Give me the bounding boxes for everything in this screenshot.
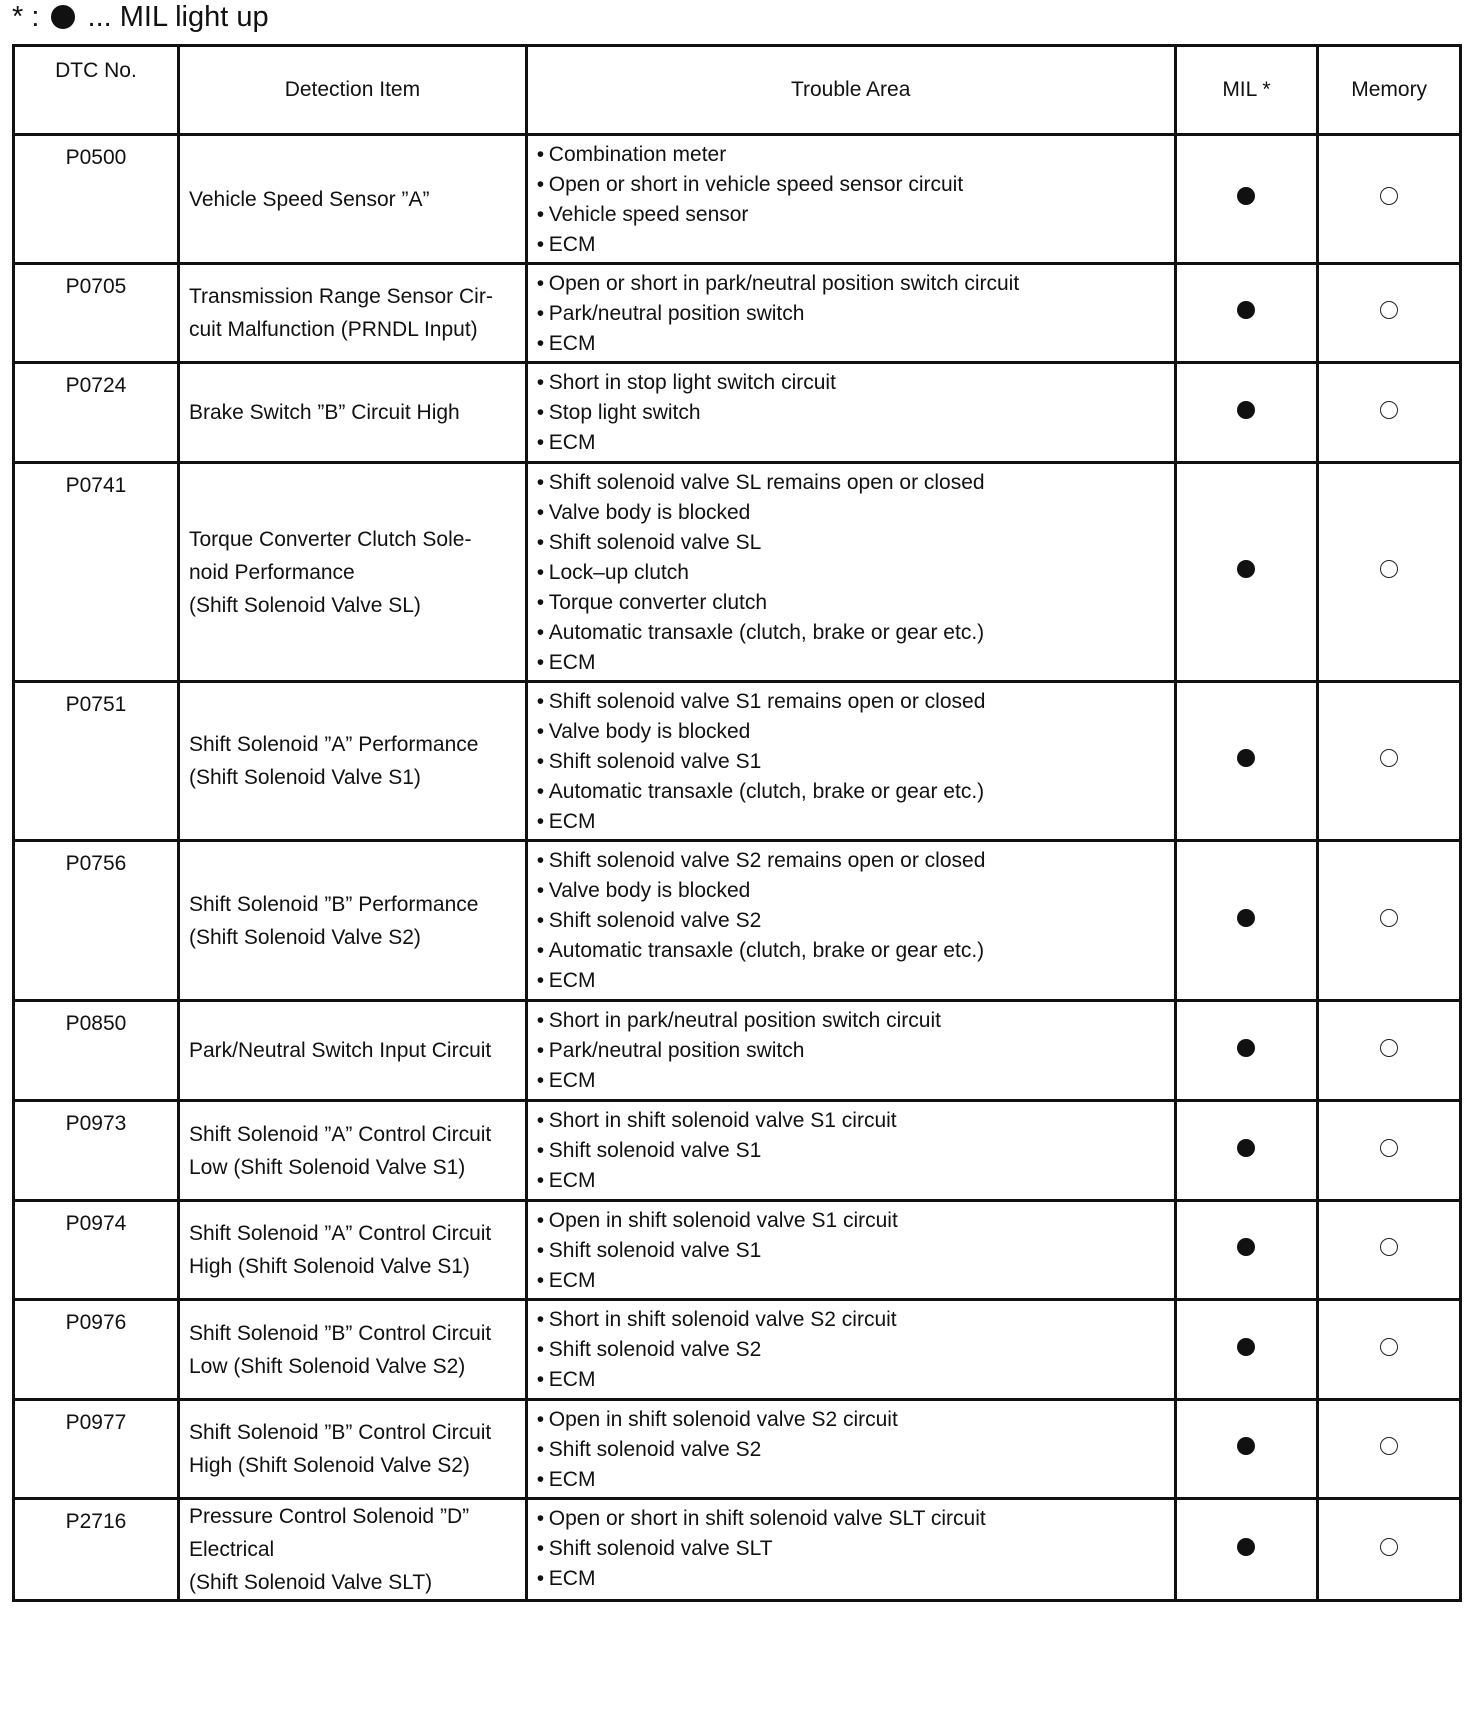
dtc-code: P0756 [14,841,179,1001]
detection-item-line: (Shift Solenoid Valve S2) [188,925,421,949]
mil-cell [1175,1001,1318,1101]
trouble-area-item: • ECM [537,428,1170,458]
trouble-area-list [537,140,1170,260]
hollow-circle-icon [1380,749,1398,767]
dtc-code: P0977 [14,1400,179,1499]
table-row [14,1300,1461,1400]
filled-circle-icon [1237,1538,1255,1556]
trouble-area-item: • Automatic transaxle (clutch, brake or gear etc.) [537,618,1170,648]
dtc-code: P0705 [14,264,179,363]
trouble-area-item: • Torque converter clutch [537,588,1170,618]
detection-item-line: Electrical [188,1538,275,1561]
trouble-area-item: • Shift solenoid valve S1 [537,1236,1170,1266]
mil-cell [1175,1400,1318,1499]
memory-cell [1318,1001,1461,1101]
trouble-area [526,264,1175,363]
trouble-area-item: • Open or short in vehicle speed sensor circuit [537,170,1170,200]
trouble-area-list [537,687,1170,837]
filled-circle-icon [1237,909,1255,927]
trouble-area-item: • ECM [537,807,1170,837]
trouble-area-item: • Shift solenoid valve SLT [537,1534,1170,1564]
filled-circle-icon [1237,1039,1255,1057]
memory-cell [1318,682,1461,841]
trouble-area [526,1499,1175,1601]
mil-cell [1175,1201,1318,1300]
mil-cell [1175,1499,1318,1601]
mil-legend [12,0,269,36]
detection-item [178,1101,526,1201]
dtc-table [12,44,1462,1602]
dtc-code: P0751 [14,682,179,841]
table-row [14,1201,1461,1300]
detection-item [178,1400,526,1499]
filled-circle-icon [1237,749,1255,767]
trouble-area-item: • Short in shift solenoid valve S1 circuit [537,1106,1170,1136]
trouble-area-item: • Vehicle speed sensor [537,200,1170,230]
trouble-area-item: • Park/neutral position switch [537,299,1170,329]
filled-circle-icon [1237,1139,1255,1157]
trouble-area-list [537,368,1170,458]
filled-circle-icon [1237,1338,1255,1356]
trouble-area-list [537,1405,1170,1495]
trouble-area-item: • ECM [537,1465,1170,1495]
dtc-code: P0973 [14,1101,179,1201]
hollow-circle-icon [1380,1437,1398,1455]
table-row [14,363,1461,463]
trouble-area-item: • ECM [537,1365,1170,1395]
detection-item-line: (Shift Solenoid Valve SLT) [188,1571,433,1594]
filled-circle-icon [51,5,75,29]
detection-item-line: cuit Malfunction (PRNDL Input) [188,318,478,341]
header-memory: Memory [1318,46,1461,135]
table-row [14,1001,1461,1101]
trouble-area-item: • Short in park/neutral position switch circuit [537,1006,1170,1036]
hollow-circle-icon [1380,1139,1398,1157]
trouble-area-list [537,1305,1170,1395]
detection-item-line: High (Shift Solenoid Valve S1) [188,1255,470,1278]
detection-item-line: Brake Switch ”B” Circuit High [188,401,460,424]
detection-item-line: Shift Solenoid ”B” Control Circuit [188,1421,492,1444]
memory-cell [1318,1400,1461,1499]
table-row [14,1101,1461,1201]
detection-item-line: Shift Solenoid ”B” Performance [188,892,479,916]
trouble-area [526,1300,1175,1400]
hollow-circle-icon [1380,1039,1398,1057]
trouble-area-item: • Lock–up clutch [537,558,1170,588]
filled-circle-icon [1237,187,1255,205]
table-body [14,135,1461,1601]
hollow-circle-icon [1380,301,1398,319]
filled-circle-icon [1237,560,1255,578]
detection-item [178,1300,526,1400]
trouble-area [526,463,1175,682]
trouble-area [526,1400,1175,1499]
trouble-area-item: • Automatic transaxle (clutch, brake or gear etc.) [537,936,1170,966]
memory-cell [1318,1101,1461,1201]
filled-circle-icon [1237,301,1255,319]
trouble-area-item: • Valve body is blocked [537,876,1170,906]
memory-cell [1318,363,1461,463]
trouble-area-item: • Valve body is blocked [537,498,1170,528]
trouble-area-item: • ECM [537,230,1170,260]
trouble-area-item: • Shift solenoid valve SL remains open or closed [537,468,1170,498]
detection-item-line: Shift Solenoid ”A” Performance [188,733,479,756]
trouble-area-item: • Valve body is blocked [537,717,1170,747]
trouble-area-item: • Shift solenoid valve SL [537,528,1170,558]
detection-item [178,682,526,841]
table-header-row [14,46,1461,135]
memory-cell [1318,135,1461,264]
detection-item-line: noid Performance [188,560,355,584]
trouble-area-item: • Stop light switch [537,398,1170,428]
dtc-code: P0974 [14,1201,179,1300]
detection-item [178,135,526,264]
trouble-area [526,363,1175,463]
memory-cell [1318,1499,1461,1601]
table-row [14,264,1461,363]
hollow-circle-icon [1380,560,1398,578]
trouble-area-list [537,1504,1170,1594]
mil-cell [1175,1101,1318,1201]
trouble-area [526,1201,1175,1300]
trouble-area-item: • Short in stop light switch circuit [537,368,1170,398]
memory-cell [1318,1201,1461,1300]
dtc-code: P0850 [14,1001,179,1101]
trouble-area-item: • Shift solenoid valve S2 remains open or closed [537,846,1170,876]
hollow-circle-icon [1380,1238,1398,1256]
detection-item [178,1499,526,1601]
detection-item-line: Shift Solenoid ”B” Control Circuit [188,1321,492,1345]
detection-item-line: Pressure Control Solenoid ”D” [188,1505,470,1528]
table-row [14,463,1461,682]
trouble-area-list [537,1206,1170,1296]
mil-cell [1175,682,1318,841]
mil-cell [1175,363,1318,463]
hollow-circle-icon [1380,401,1398,419]
memory-cell [1318,1300,1461,1400]
memory-cell [1318,264,1461,363]
trouble-area [526,1101,1175,1201]
table-row [14,1499,1461,1601]
detection-item-line: (Shift Solenoid Valve SL) [188,593,421,617]
mil-cell [1175,264,1318,363]
trouble-area-item: • Open in shift solenoid valve S2 circuit [537,1405,1170,1435]
table-row [14,135,1461,264]
trouble-area [526,1001,1175,1101]
trouble-area [526,135,1175,264]
trouble-area-item: • Shift solenoid valve S1 remains open or closed [537,687,1170,717]
detection-item-line: Shift Solenoid ”A” Control Circuit [188,1222,492,1245]
trouble-area-item: • ECM [537,1066,1170,1096]
trouble-area-item: • Shift solenoid valve S2 [537,1335,1170,1365]
trouble-area-item: • Open or short in park/neutral position switch circuit [537,269,1170,299]
dtc-code: P0724 [14,363,179,463]
mil-cell [1175,463,1318,682]
legend-text: ... MIL light up [87,1,269,33]
trouble-area-item: • ECM [537,329,1170,359]
detection-item-line: High (Shift Solenoid Valve S2) [188,1454,470,1477]
detection-item [178,841,526,1001]
filled-circle-icon [1237,1238,1255,1256]
trouble-area-item: • Open in shift solenoid valve S1 circuit [537,1206,1170,1236]
trouble-area-item: • ECM [537,966,1170,996]
trouble-area [526,841,1175,1001]
detection-item-line: Transmission Range Sensor Cir- [188,285,493,308]
trouble-area-list [537,269,1170,359]
trouble-area-item: • Shift solenoid valve S1 [537,1136,1170,1166]
mil-cell [1175,841,1318,1001]
trouble-area-item: • Shift solenoid valve S2 [537,1435,1170,1465]
header-dtc-no: DTC No. [14,46,179,135]
trouble-area-item: • Shift solenoid valve S2 [537,906,1170,936]
table-row [14,682,1461,841]
hollow-circle-icon [1380,909,1398,927]
trouble-area-item: • Automatic transaxle (clutch, brake or gear etc.) [537,777,1170,807]
dtc-code: P0741 [14,463,179,682]
dtc-code: P0500 [14,135,179,264]
detection-item-line: (Shift Solenoid Valve S1) [188,766,421,789]
trouble-area-item: • ECM [537,1166,1170,1196]
hollow-circle-icon [1380,1538,1398,1556]
trouble-area-item: • ECM [537,648,1170,678]
filled-circle-icon [1237,401,1255,419]
trouble-area-item: • Shift solenoid valve S1 [537,747,1170,777]
filled-circle-icon [1237,1437,1255,1455]
detection-item [178,463,526,682]
trouble-area-item: • ECM [537,1564,1170,1594]
trouble-area-item: • Combination meter [537,140,1170,170]
mil-cell [1175,1300,1318,1400]
trouble-area-item: • Open or short in shift solenoid valve SLT circuit [537,1504,1170,1534]
detection-item [178,1001,526,1101]
trouble-area-list [537,468,1170,678]
detection-item-line: Park/Neutral Switch Input Circuit [188,1039,492,1062]
memory-cell [1318,463,1461,682]
dtc-code: P0976 [14,1300,179,1400]
memory-cell [1318,841,1461,1001]
table-row [14,1400,1461,1499]
detection-item-line: Low (Shift Solenoid Valve S1) [188,1155,466,1179]
detection-item [178,363,526,463]
dtc-code: P2716 [14,1499,179,1601]
trouble-area-item: • ECM [537,1266,1170,1296]
table-row [14,841,1461,1001]
detection-item [178,1201,526,1300]
trouble-area-list [537,1106,1170,1196]
header-detection-item: Detection Item [178,46,526,135]
trouble-area [526,682,1175,841]
trouble-area-list [537,846,1170,996]
trouble-area-list [537,1006,1170,1096]
detection-item-line: Vehicle Speed Sensor ”A” [188,187,430,211]
header-mil: MIL * [1175,46,1318,135]
detection-item-line: Low (Shift Solenoid Valve S2) [188,1354,466,1378]
header-trouble-area: Trouble Area [526,46,1175,135]
hollow-circle-icon [1380,1338,1398,1356]
legend-prefix: * : [12,1,40,33]
trouble-area-item: • Short in shift solenoid valve S2 circuit [537,1305,1170,1335]
trouble-area-item: • Park/neutral position switch [537,1036,1170,1066]
detection-item-line: Shift Solenoid ”A” Control Circuit [188,1122,492,1146]
mil-cell [1175,135,1318,264]
hollow-circle-icon [1380,187,1398,205]
detection-item-line: Torque Converter Clutch Sole- [188,527,472,551]
detection-item [178,264,526,363]
